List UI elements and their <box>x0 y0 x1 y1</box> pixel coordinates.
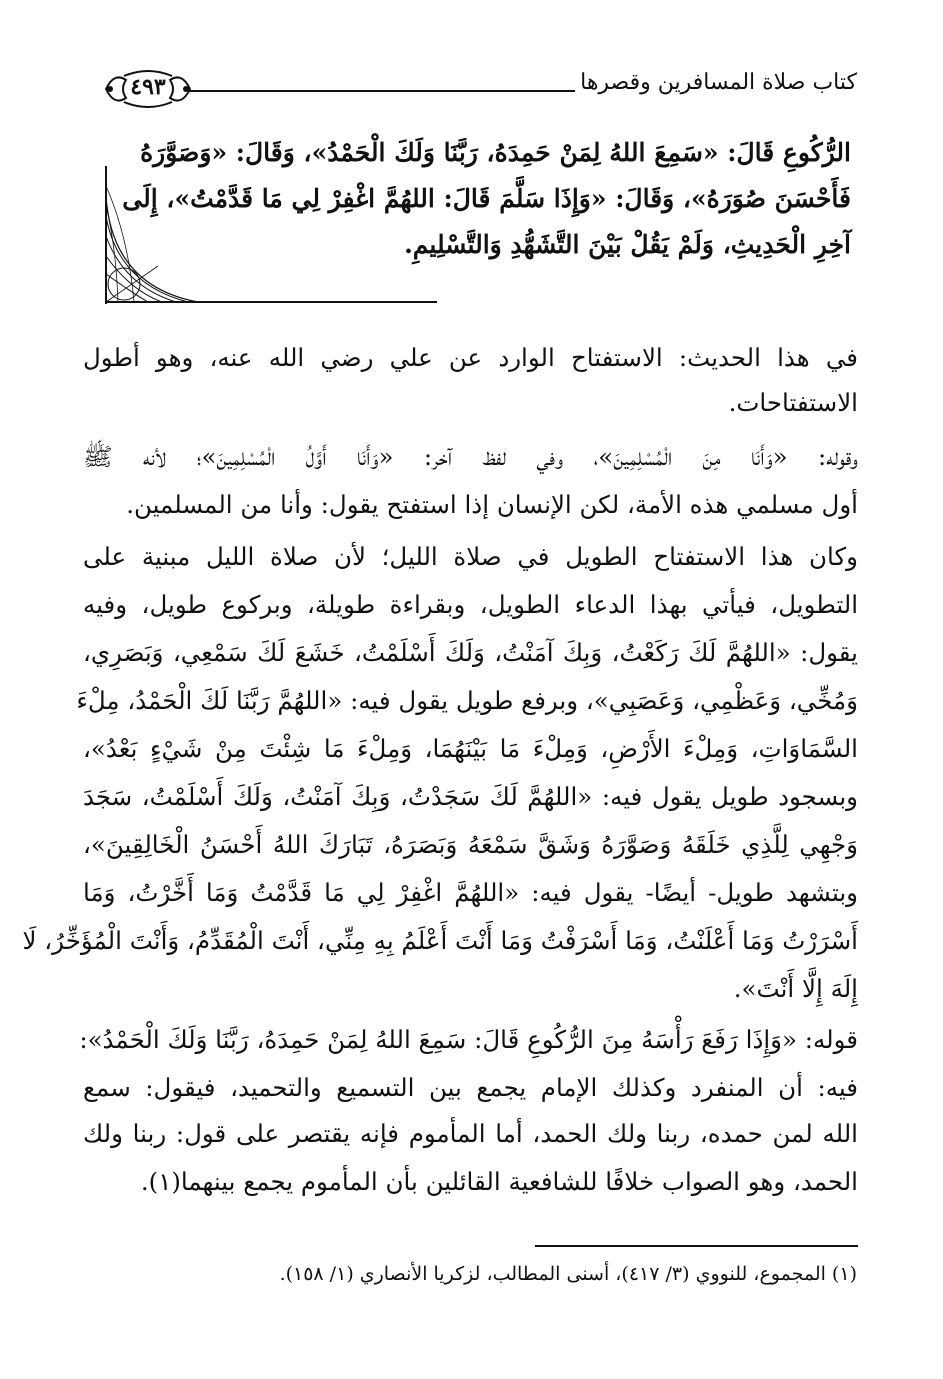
body-line: السَّمَاوَاتِ، وَمِلْءَ الأَرْضِ، وَمِلْءَ مَا بَيْنَهُمَا، وَمِلْءَ مَا شِئْتَ مِنْ شَيْءٍ بَعْدُ»، <box>83 734 858 763</box>
hadith-line: آخِرِ الْحَدِيثِ، وَلَمْ يَقُلْ بَيْنَ التَّشَهُّدِ وَالتَّسْلِيمِ. <box>404 230 851 259</box>
corner-ornament-icon <box>98 166 208 306</box>
body-line: التطويل، فيأتي بهذا الدعاء الطويل، وبقراءة طويلة، وبركوع طويل، وفيه <box>83 590 858 619</box>
body-line: في هذا الحديث: الاستفتاح الوارد عن علي رضي الله عنه، وهو أطول <box>83 343 858 372</box>
header-rule <box>188 90 575 92</box>
body-line: أَسْرَرْتُ وَمَا أَعْلَنْتُ، وَمَا أَسْرَفْتُ وَمَا أَنْتَ أَعْلَمُ بِهِ مِنِّي، أَنْتَ الْمُقَدِّمُ، وَأَنْتَ الْمُؤَخِّرُ، لَا <box>22 926 858 955</box>
body-line: وكان هذا الاستفتاح الطويل في صلاة الليل؛ لأن صلاة الليل مبنية على <box>83 542 858 571</box>
body-line: فيه: أن المنفرد وكذلك الإمام يجمع بين التسميع والتحميد، فيقول: سمع <box>83 1073 858 1102</box>
footnote-rule <box>535 1245 858 1247</box>
body-line: يقول: «اللهُمَّ لَكَ رَكَعْتُ، وَبِكَ آمَنْتُ، وَلَكَ أَسْلَمْتُ، خَشَعَ لَكَ سَمْعِي، وَبَصَرِي، <box>83 638 858 667</box>
body-line: الله لمن حمده، ربنا ولك الحمد، أما المأموم فإنه يقتصر على قول: ربنا ولك <box>83 1119 858 1148</box>
running-header-title: كتاب صلاة المسافرين وقصرها <box>580 70 857 95</box>
body-line: الاستفتاحات. <box>728 388 858 417</box>
body-line: وقوله: «وَأَنَا مِنَ الْمُسْلِمِينَ»، وفي لفظ آخر: «وَأَنَا أَوَّلُ الْمُسْلِمِينَ»؛ لأنه ﷺ <box>83 442 858 471</box>
hadith-line: فَأَحْسَنَ صُوَرَهُ»، وَقَالَ: «وَإِذَا سَلَّمَ قَالَ: اللهُمَّ اغْفِرْ لِي مَا قَدَّمْتُ»، إِلَى <box>122 184 851 213</box>
hadith-line: الرُّكُوعِ قَالَ: «سَمِعَ اللهُ لِمَنْ حَمِدَهُ، رَبَّنَا وَلَكَ الْحَمْدُ»، وَقَالَ: «وَصَوَّرَهُ <box>140 138 851 167</box>
footnote: (١) المجموع، للنووي (٣/ ٤١٧)، أسنى المطالب، لزكريا الأنصاري (١/ ١٥٨). <box>279 1263 857 1285</box>
body-line: إِلَهَ إِلَّا أَنْتَ». <box>733 974 858 1003</box>
body-line: وبتشهد طويل- أيضًا- يقول فيه: «اللهُمَّ اغْفِرْ لِي مَا قَدَّمْتُ وَمَا أَخَّرْتُ، وَمَا <box>83 878 858 907</box>
body-line: أول مسلمي هذه الأمة، لكن الإنسان إذا استفتح يقول: وأنا من المسلمين. <box>126 490 858 519</box>
page-number: ٤٩٣ <box>130 74 166 100</box>
body-line: وبسجود طويل يقول فيه: «اللهُمَّ لَكَ سَجَدْتُ، وَبِكَ آمَنْتُ، وَلَكَ أَسْلَمْتُ، سَجَدَ <box>83 782 858 811</box>
body-line: وَجْهِي لِلَّذِي خَلَقَهُ وَصَوَّرَهُ وَشَقَّ سَمْعَهُ وَبَصَرَهُ، تَبَارَكَ اللهُ أَحْسَنُ الْخَالِقِينَ»، <box>83 830 858 859</box>
body-line: الحمد، وهو الصواب خلافًا للشافعية القائلين بأن المأموم يجمع بينهما(١). <box>140 1167 858 1196</box>
body-line: وَمُخِّي، وَعَظْمِي، وَعَصَبِي»، وبرفع طويل يقول فيه: «اللهُمَّ رَبَّنَا لَكَ الْحَمْدُ، مِلْءَ <box>76 686 858 715</box>
body-line: قوله: «وَإِذَا رَفَعَ رَأْسَهُ مِنَ الرُّكُوعِ قَالَ: سَمِعَ اللهُ لِمَنْ حَمِدَهُ، رَبَّنَا وَلَكَ الْحَمْدُ»: <box>79 1025 858 1054</box>
